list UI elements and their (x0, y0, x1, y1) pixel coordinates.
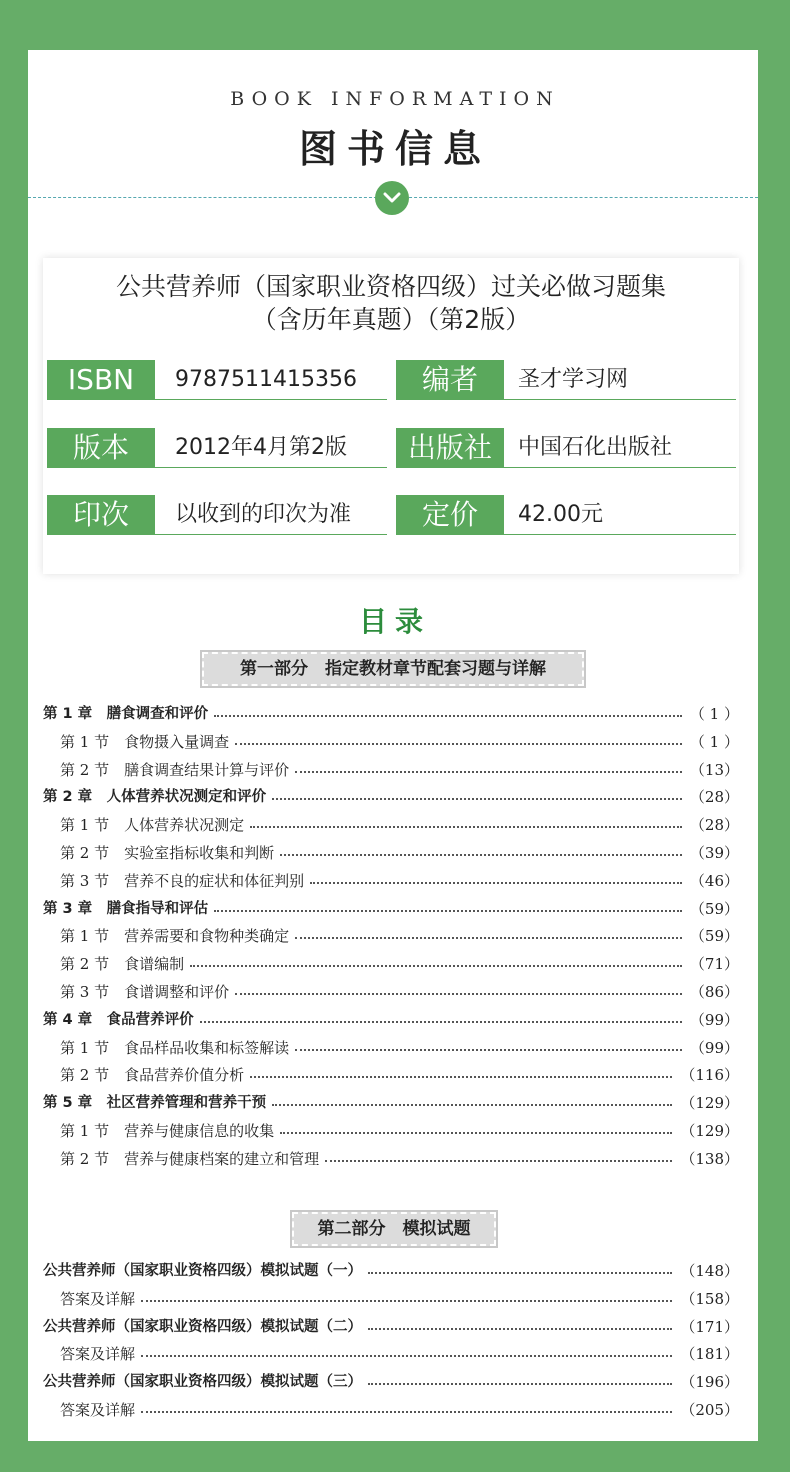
toc-page-number: （59） (689, 927, 739, 946)
toc-page-number: （129） (680, 1122, 739, 1140)
toc-entry-text: 第 3 章 膳食指导和评估 (43, 900, 209, 917)
toc-row (43, 1398, 739, 1422)
toc-row (43, 1342, 739, 1366)
toc-row (43, 1008, 739, 1032)
toc-entry-text: 第 1 章 膳食调查和评价 (43, 706, 209, 722)
toc-entry-text: 答案及详解 (60, 1289, 136, 1308)
book-title-line-1: 公共营养师（国家职业资格四级）过关必做习题集 (115, 272, 666, 301)
toc-page-number: （148） (680, 1262, 739, 1280)
toc-page-number: （99） (689, 1010, 739, 1029)
toc-entry-text: 第 1 节 营养需要和食物种类确定 (60, 927, 290, 946)
field-value: 42.00元 (518, 502, 603, 527)
toc-page-number: （86） (689, 983, 739, 1001)
toc-entry-text: 第 2 节 食品营养价值分析 (60, 1066, 245, 1085)
toc-leader-dots (310, 882, 682, 884)
toc-page-number: （39） (689, 844, 739, 862)
toc-leader-dots (141, 1355, 672, 1357)
toc-page-number: （13） (689, 760, 739, 779)
toc-row (43, 897, 739, 921)
toc-row (43, 758, 739, 782)
toc-page-number: （181） (680, 1345, 739, 1364)
toc-row (43, 785, 739, 809)
toc-leader-dots (235, 743, 682, 745)
field-label: 定价 (396, 495, 504, 535)
toc-row (43, 1147, 739, 1171)
field-value: 圣才学习网 (518, 367, 629, 392)
toc-row (43, 869, 739, 893)
toc-row (43, 1091, 739, 1115)
toc-entry-text: 第 1 节 食品样品收集和标签解读 (60, 1038, 290, 1057)
field-label: 编者 (396, 360, 504, 400)
toc-entry-text: 第 3 节 食谱调整和评价 (60, 983, 230, 1001)
toc-leader-dots (141, 1300, 672, 1302)
book-title (43, 270, 739, 336)
toc-entry-text: 第 4 章 食品营养评价 (43, 1011, 194, 1028)
toc-leader-dots (214, 715, 682, 717)
toc-leader-dots (141, 1411, 672, 1413)
field-edition (47, 428, 387, 468)
toc-row (43, 841, 739, 865)
toc-entry-text: 公共营养师（国家职业资格四级）模拟试题（一） (43, 1263, 362, 1279)
toc-page-number: （ 1 ） (689, 705, 739, 723)
field-label: 印次 (47, 495, 155, 535)
toc-leader-dots (250, 1076, 672, 1078)
toc-entry-text: 第 2 节 食谱编制 (60, 955, 185, 974)
toc-leader-dots (368, 1328, 672, 1330)
toc-row (43, 952, 739, 976)
toc-leader-dots (368, 1383, 672, 1385)
field-editor (396, 360, 736, 400)
toc-row (43, 1287, 739, 1311)
toc-leader-dots (214, 910, 682, 912)
toc-leader-dots (200, 1021, 682, 1023)
toc-leader-dots (325, 1160, 672, 1162)
toc-leader-dots (250, 826, 682, 828)
chinese-heading: 图书信息 (298, 127, 491, 171)
toc-page-number: （138） (680, 1149, 739, 1168)
book-info-card (43, 258, 739, 574)
toc-entry-text: 公共营养师（国家职业资格四级）模拟试题（二） (43, 1318, 362, 1335)
field-value: 9787511415356 (175, 367, 357, 392)
toc-page-number: （171） (680, 1317, 739, 1336)
toc-leader-dots (295, 937, 682, 939)
toc-leader-dots (295, 771, 682, 773)
toc-entry-text: 第 2 章 人体营养状况测定和评价 (43, 789, 267, 806)
toc-leader-dots (272, 1104, 672, 1106)
field-printing (47, 495, 387, 535)
toc-row (43, 1315, 739, 1339)
toc-row (43, 1063, 739, 1087)
toc-entry-text: 第 2 节 实验室指标收集和判断 (60, 844, 275, 862)
toc-page-number: （116） (680, 1066, 739, 1085)
toc-row (43, 813, 739, 837)
toc-leader-dots (280, 854, 682, 856)
toc-entry-text: 第 1 节 营养与健康信息的收集 (60, 1122, 275, 1140)
toc-page-number: （28） (689, 788, 739, 807)
field-label: 版本 (47, 428, 155, 468)
toc-page-number: （129） (680, 1094, 739, 1113)
toc-page-number: （71） (689, 955, 739, 974)
field-label: ISBN (47, 360, 155, 400)
book-title-line-2: （含历年真题）（第2版） (251, 305, 531, 334)
toc-page-number: （158） (680, 1289, 739, 1308)
toc-page-number: （46） (689, 871, 739, 890)
toc-page-number: （28） (689, 816, 739, 835)
field-value: 2012年4月第2版 (175, 435, 347, 460)
part-2-banner: 第二部分 模拟试题 (292, 1212, 496, 1246)
toc-row (43, 730, 739, 754)
toc-entry-text: 第 3 节 营养不良的症状和体征判别 (60, 871, 305, 890)
toc-leader-dots (368, 1272, 672, 1274)
toc-entry-text: 第 1 节 食物摄入量调查 (60, 732, 230, 751)
toc-entry-text: 第 2 节 膳食调查结果计算与评价 (60, 760, 290, 779)
toc-entry-text: 第 2 节 营养与健康档案的建立和管理 (60, 1149, 320, 1168)
toc-page-number: （59） (689, 899, 739, 918)
toc-row (43, 1370, 739, 1394)
toc-page-number: （ 1 ） (689, 732, 739, 751)
field-isbn (47, 360, 387, 400)
toc-title: 目录 (358, 605, 431, 638)
toc-page-number: （196） (680, 1373, 739, 1392)
toc-row (43, 980, 739, 1004)
field-value: 以收到的印次为准 (175, 502, 352, 527)
toc-row (43, 1119, 739, 1143)
field-price (396, 495, 736, 535)
toc-entry-text: 公共营养师（国家职业资格四级）模拟试题（三） (43, 1374, 362, 1391)
toc-row (43, 702, 739, 726)
chevron-down-icon (375, 181, 409, 215)
toc-entry-text: 答案及详解 (60, 1345, 136, 1364)
toc-entry-text: 答案及详解 (60, 1401, 136, 1419)
toc-page-number: （205） (680, 1401, 739, 1419)
toc-row (43, 924, 739, 948)
toc-row (43, 1036, 739, 1060)
toc-entry-text: 第 1 节 人体营养状况测定 (60, 816, 245, 835)
toc-leader-dots (190, 965, 682, 967)
toc-leader-dots (295, 1049, 682, 1051)
toc-entry-text: 第 5 章 社区营养管理和营养干预 (43, 1095, 267, 1112)
field-value: 中国石化出版社 (518, 435, 673, 460)
field-publisher (396, 428, 736, 468)
toc-leader-dots (235, 993, 682, 995)
toc-leader-dots (272, 798, 682, 800)
toc-row (43, 1259, 739, 1283)
toc-leader-dots (280, 1132, 672, 1134)
english-heading: BOOK INFORMATION (230, 88, 560, 110)
field-label: 出版社 (396, 428, 504, 468)
part-1-banner: 第一部分 指定教材章节配套习题与详解 (202, 652, 584, 686)
toc-page-number: （99） (689, 1038, 739, 1057)
